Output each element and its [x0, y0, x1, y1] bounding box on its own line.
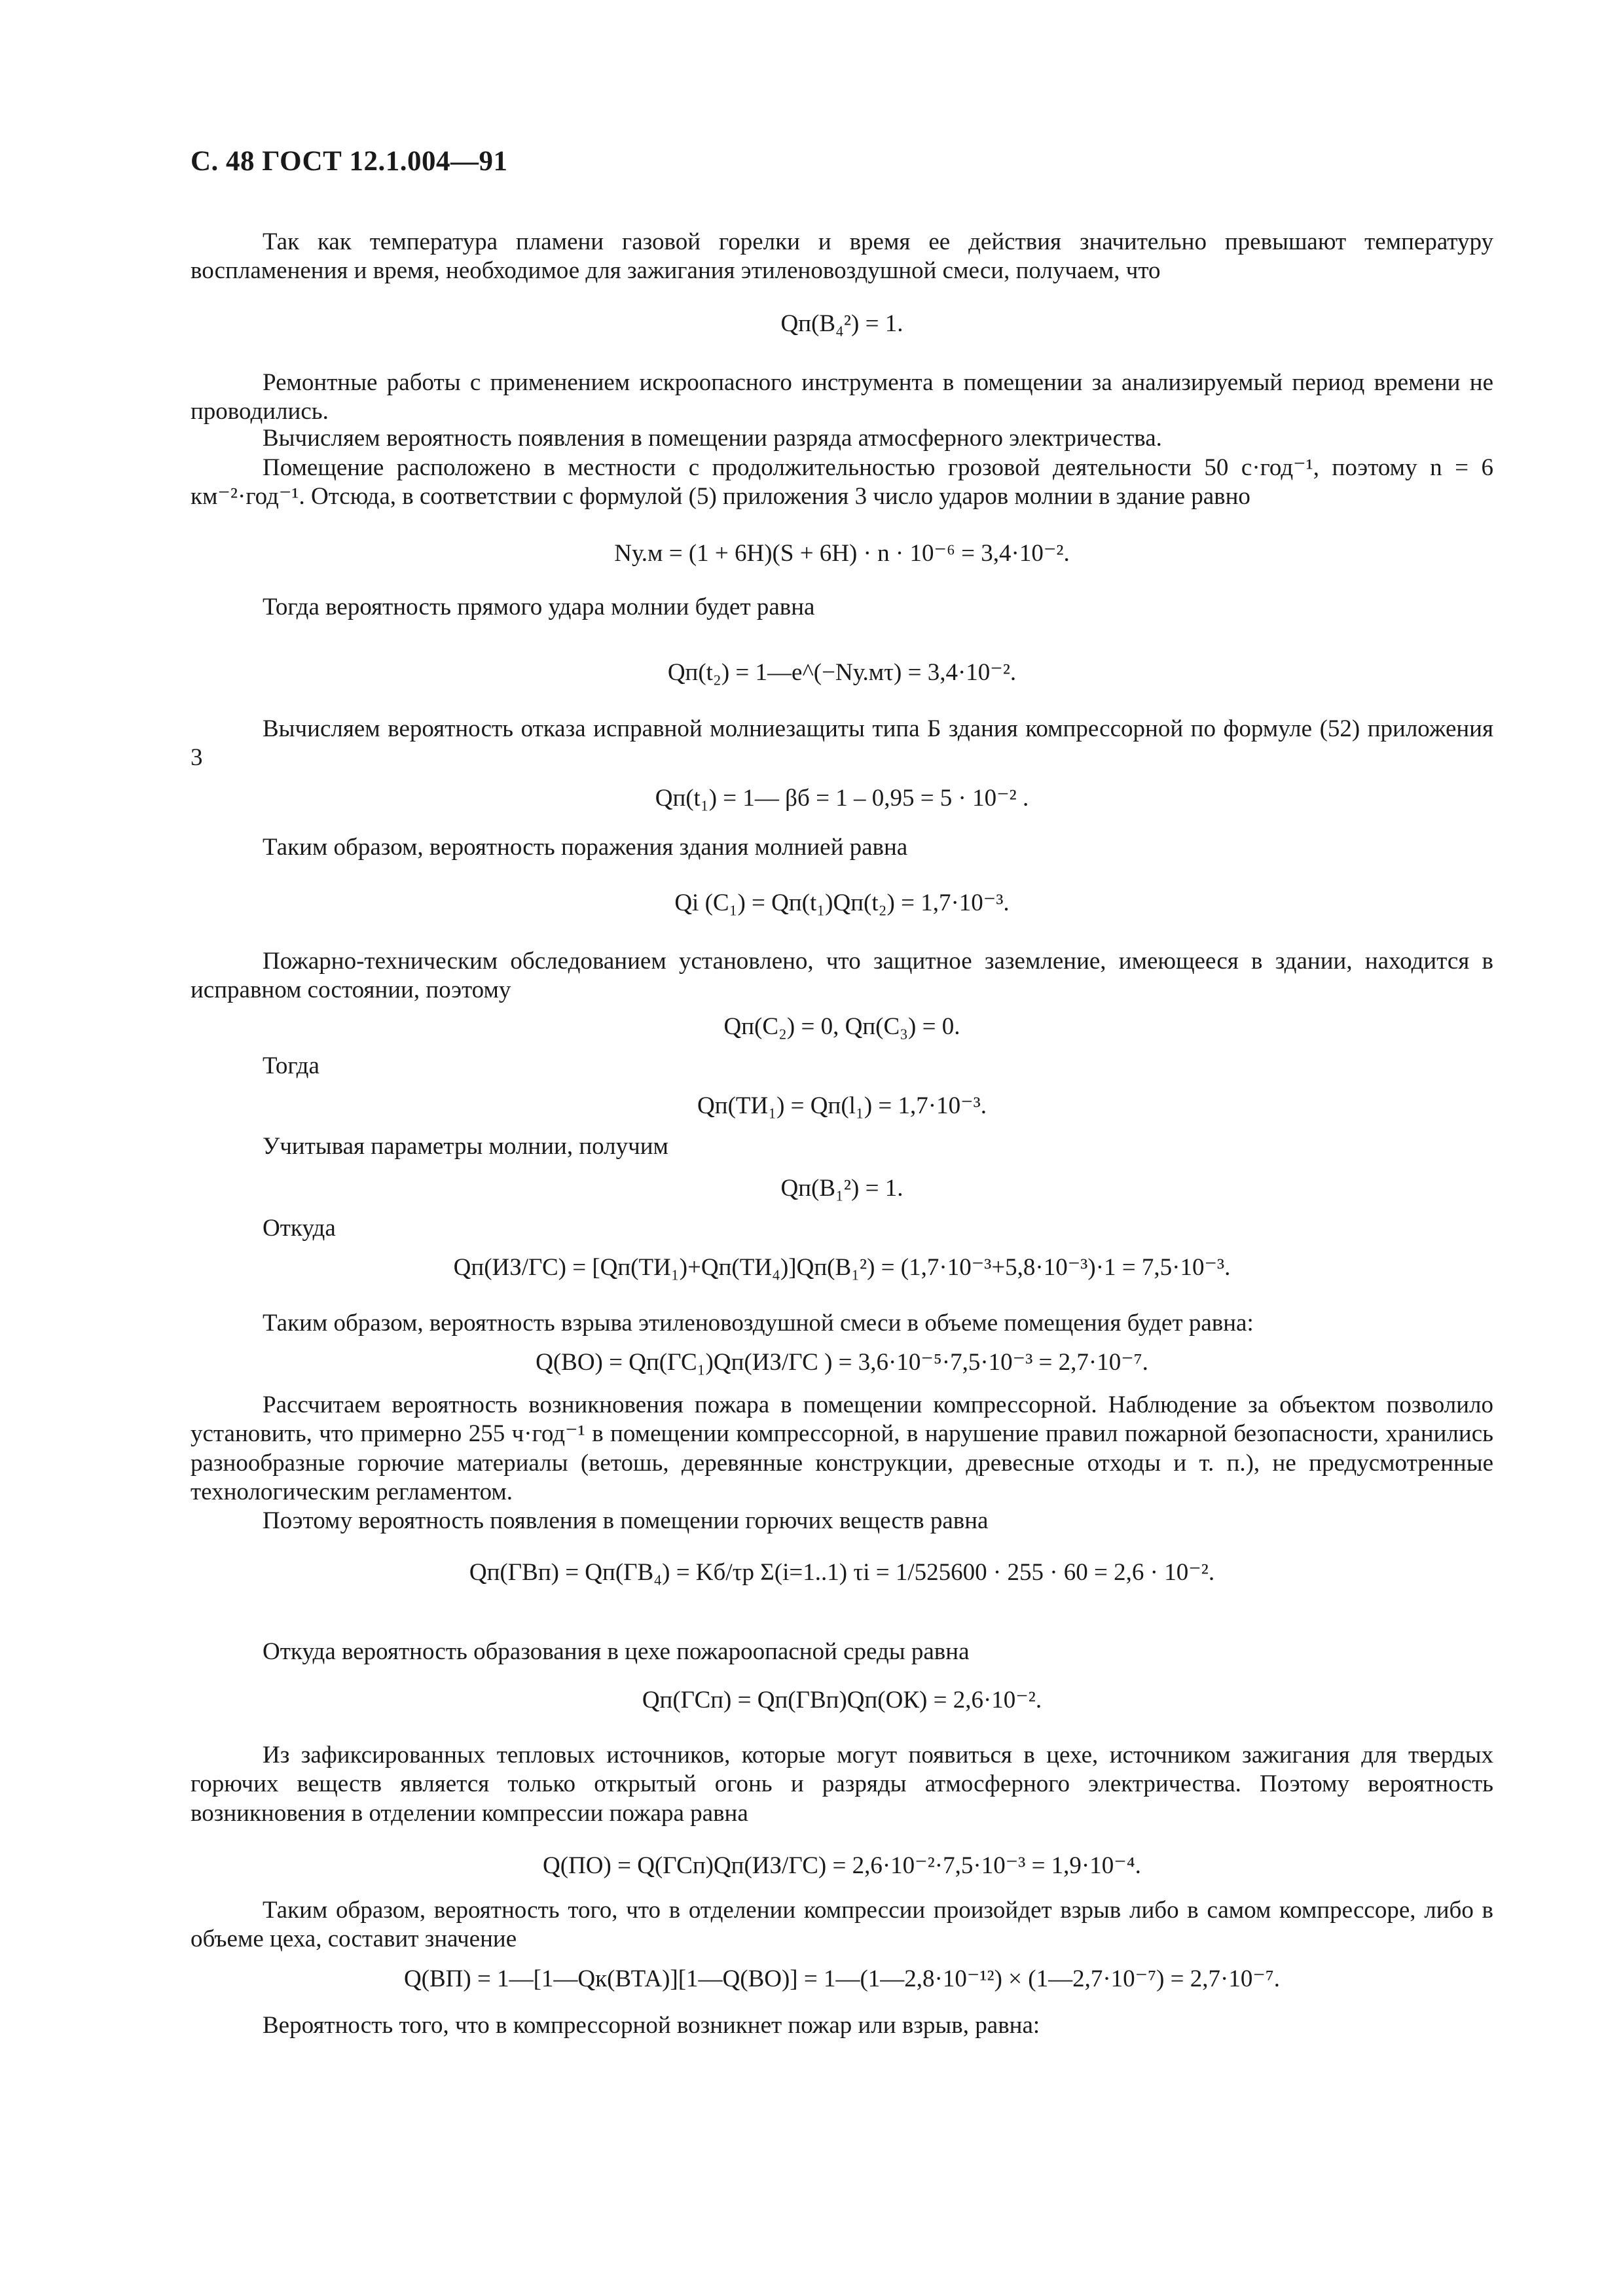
- equation-text: Qп(B₄²) = 1.: [780, 310, 903, 337]
- equation-text: Qп(B₁²) = 1.: [780, 1175, 903, 1202]
- paragraph: Таким образом, вероятность поражения здания молнией равна: [263, 834, 908, 861]
- equation-text: Q(ПО) = Q(ГСп)Qп(ИЗ/ГС) = 2,6·10⁻²·7,5·10⁻³ = 1,9·10⁻⁴.: [543, 1852, 1141, 1879]
- paragraph: Вычисляем вероятность отказа исправной молниезащиты типа Б здания компрессорной по формуле (52) приложения 3: [191, 715, 1493, 772]
- paragraph: Так как температура пламени газовой горелки и время ее действия значительно превышают температуру воспламенения и время, необходимое для зажигания этиленовоздушной смеси, получаем, что: [191, 228, 1493, 285]
- equation-text: Q(ВО) = Qп(ГС₁)Qп(ИЗ/ГС ) = 3,6·10⁻⁵·7,5·10⁻³ = 2,7·10⁻⁷.: [536, 1349, 1148, 1376]
- equation: [191, 1092, 1493, 1121]
- paragraph: Тогда вероятность прямого удара молнии будет равна: [263, 594, 815, 620]
- equation-text: Qп(ГСп) = Qп(ГВп)Qп(ОК) = 2,6·10⁻².: [642, 1687, 1042, 1713]
- equation: [191, 1348, 1493, 1377]
- equation-text: Qп(t₂) = 1—e^(−Nу.мτ) = 3,4·10⁻².: [667, 659, 1017, 686]
- equation: [191, 658, 1493, 687]
- paragraph: Вычисляем вероятность появления в помещении разряда атмосферного электричества.: [263, 425, 1162, 452]
- paragraph: Пожарно-техническим обследованием установлено, что защитное заземление, имеющееся в здании, находится в исправном состоянии, поэтому: [191, 948, 1493, 1004]
- paragraph: Поэтому вероятность появления в помещении горючих веществ равна: [263, 1507, 989, 1534]
- equation-text: Qi (C₁) = Qп(t₁)Qп(t₂) = 1,7·10⁻³.: [674, 889, 1010, 916]
- equation: [191, 310, 1493, 338]
- paragraph: Рассчитаем вероятность возникновения пожара в помещении компрессорной. Наблюдение за объектом позволило установить, что примерно 255 ч·год⁻¹ в помещении компрессорной, в нарушение правил пожарной безопасности, хранились разнообразные горючие материалы (ветошь, деревянные конструкции, древесные отходы и т. п.), не предусмотренные технологическим регламентом.: [191, 1391, 1493, 1506]
- equation-text: Nу.м = (1 + 6H)(S + 6H) · n · 10⁻⁶ = 3,4·10⁻².: [614, 540, 1070, 567]
- equation-text: Q(ВП) = 1—[1—Qк(ВТА)][1—Q(ВО)] = 1—(1—2,8·10⁻¹²) × (1—2,7·10⁻⁷) = 2,7·10⁻⁷.: [403, 1965, 1281, 1992]
- paragraph: Таким образом, вероятность того, что в отделении компрессии произойдет взрыв либо в самом компрессоре, либо в объеме цеха, составит значение: [191, 1897, 1493, 1953]
- equation-text: Qп(ИЗ/ГС) = [Qп(ТИ₁)+Qп(ТИ₄)]Qп(B₁²) = (1,7·10⁻³+5,8·10⁻³)·1 = 7,5·10⁻³.: [453, 1254, 1231, 1281]
- equation: [191, 1686, 1493, 1715]
- paragraph: Таким образом, вероятность взрыва этиленовоздушной смеси в объеме помещения будет равна:: [263, 1310, 1254, 1336]
- equation: [191, 1174, 1493, 1203]
- page-header: С. 48 ГОСТ 12.1.004—91: [191, 146, 508, 177]
- equation-text: Qп(ТИ₁) = Qп(l₁) = 1,7·10⁻³.: [697, 1092, 987, 1119]
- equation: [191, 1852, 1493, 1880]
- equation-text: Qп(C₂) = 0, Qп(C₃) = 0.: [723, 1013, 960, 1040]
- equation: [191, 1253, 1493, 1282]
- equation: [191, 784, 1493, 813]
- paragraph: Вероятность того, что в компрессорной возникнет пожар или взрыв, равна:: [263, 2012, 1040, 2039]
- paragraph: Ремонтные работы с применением искроопасного инструмента в помещении за анализируемый период времени не проводились.: [191, 369, 1493, 425]
- paragraph: Откуда: [263, 1215, 336, 1242]
- paragraph: Тогда: [263, 1052, 319, 1079]
- paragraph: Помещение расположено в местности с продолжительностью грозовой деятельности 50 с·год⁻¹, поэтому n = 6 км⁻²·год⁻¹. Отсюда, в соответствии с формулой (5) приложения 3 число ударов молнии в здание равно: [191, 454, 1493, 511]
- paragraph: Из зафиксированных тепловых источников, которые могут появиться в цехе, источником зажигания для твердых горючих веществ является только открытый огонь и разряды атмосферного электричества. Поэтому вероятность возникновения в отделении компрессии пожара равна: [191, 1742, 1493, 1827]
- equation: [191, 1558, 1493, 1587]
- equation: [191, 539, 1493, 568]
- equation: [191, 1013, 1493, 1041]
- equation: [191, 1965, 1493, 1994]
- equation-text: Qп(ГВп) = Qп(ГВ₄) = Kб/τр Σ(i=1..1) τi = 1/525600 · 255 · 60 = 2,6 · 10⁻².: [469, 1559, 1215, 1586]
- equation: [191, 889, 1493, 918]
- paragraph: Учитывая параметры молнии, получим: [263, 1133, 668, 1160]
- paragraph: Откуда вероятность образования в цехе пожароопасной среды равна: [263, 1638, 970, 1665]
- equation-text: Qп(t₁) = 1— βб = 1 – 0,95 = 5 · 10⁻² .: [655, 785, 1029, 812]
